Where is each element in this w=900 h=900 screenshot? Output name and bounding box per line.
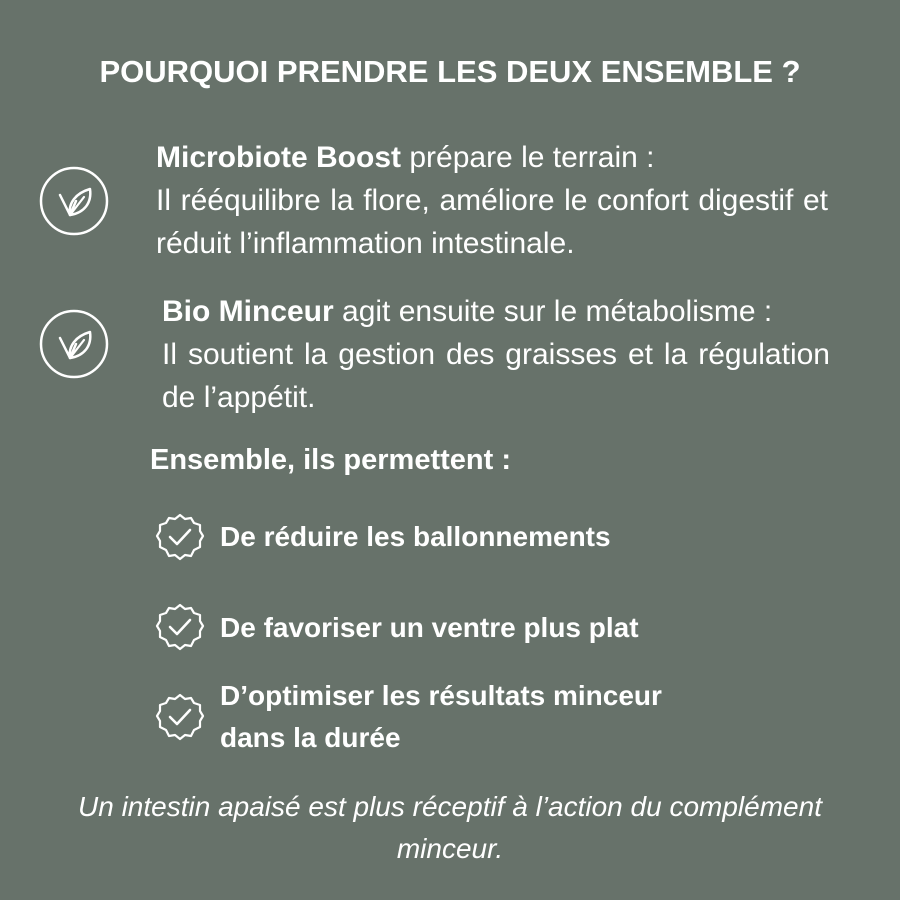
block-body: Il soutient la gestion des graisses et la régulation de l’appétit. <box>162 338 830 414</box>
benefit-item <box>220 516 611 558</box>
badge-check-icon <box>154 602 206 654</box>
benefit-item <box>220 607 639 649</box>
benefit-line: D’optimiser les résultats minceur <box>220 680 662 711</box>
footer-note: Un intestin apaisé est plus réceptif à l’action du complément minceur. <box>78 791 822 864</box>
block-body: Il rééquilibre la flore, améliore le confort digestif et réduit l’inflammation intestinale. <box>156 184 828 260</box>
benefit-line: De favoriser un ventre plus plat <box>220 612 639 643</box>
badge-check-icon <box>154 692 206 744</box>
badge-check-icon <box>154 512 206 564</box>
leaf-circle-icon <box>38 308 110 380</box>
microbiote-block <box>156 136 828 265</box>
product-name: Microbiote Boost <box>156 141 401 174</box>
leaf-circle-icon <box>38 165 110 237</box>
block-lead: agit ensuite sur le métabolisme : <box>333 295 773 328</box>
benefit-line: De réduire les ballonnements <box>220 521 611 552</box>
page-title: POURQUOI PRENDRE LES DEUX ENSEMBLE ? <box>99 54 801 89</box>
benefit-item <box>220 675 662 759</box>
bio-minceur-block <box>162 290 830 419</box>
block-lead: prépare le terrain : <box>401 141 655 174</box>
benefits-heading: Ensemble, ils permettent : <box>150 444 511 476</box>
benefit-line: dans la durée <box>220 722 401 753</box>
product-name: Bio Minceur <box>162 295 334 328</box>
